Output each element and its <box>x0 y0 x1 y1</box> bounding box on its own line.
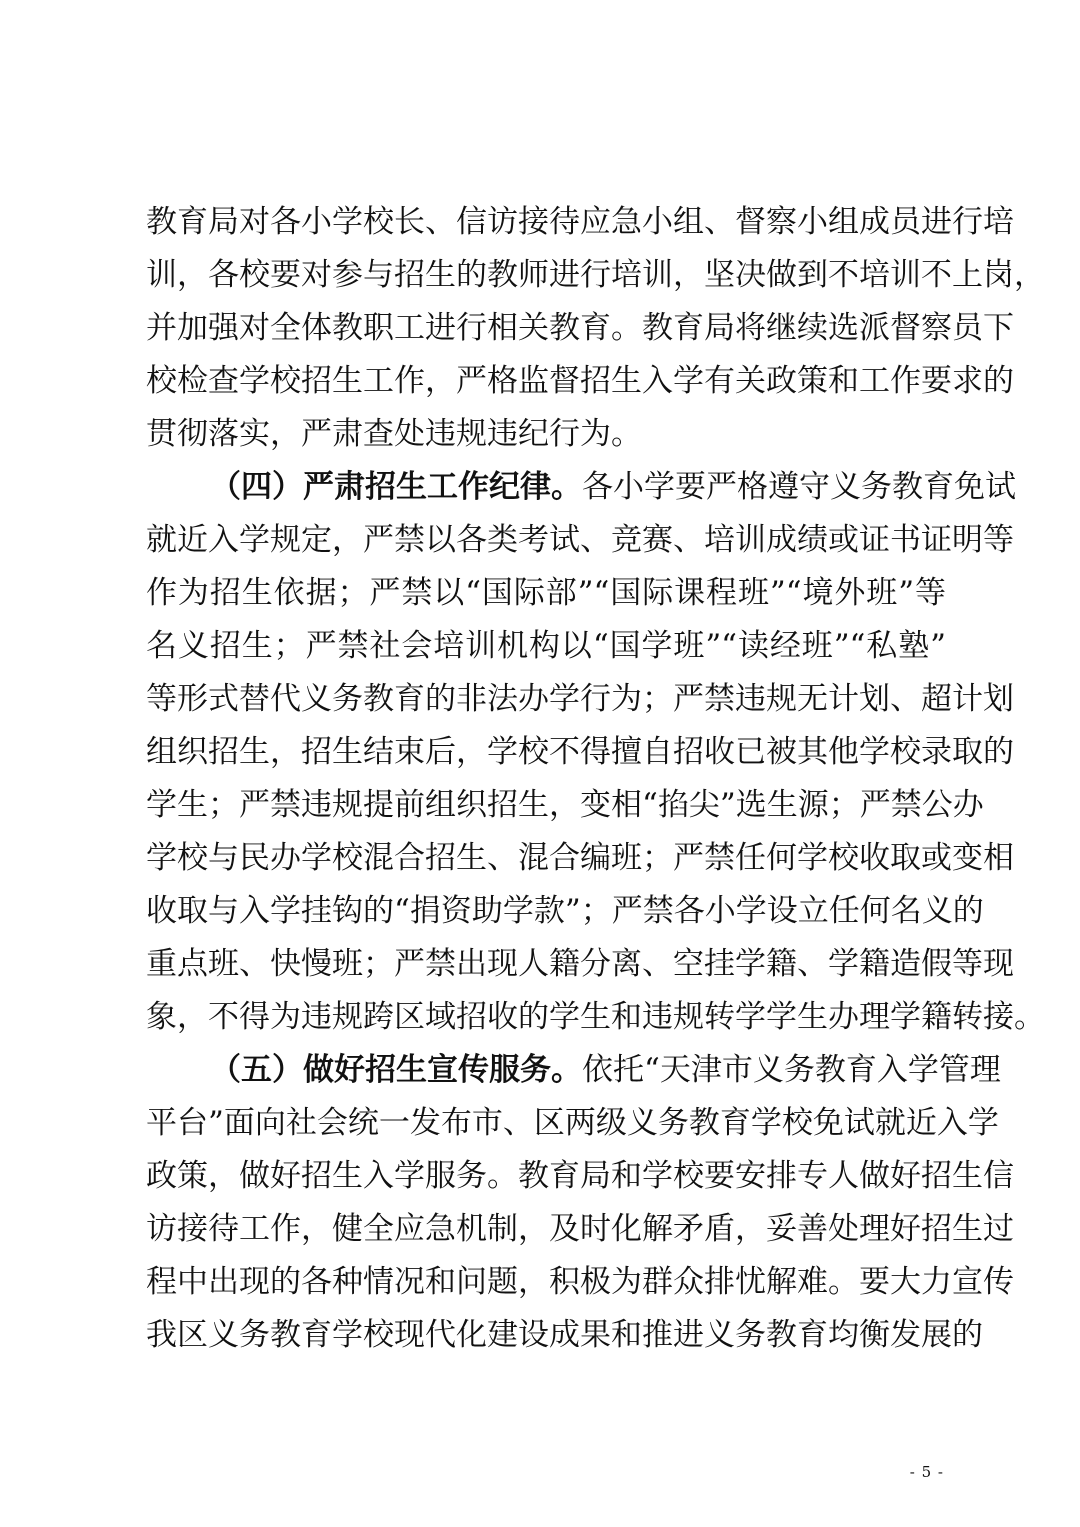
paragraph-first-line <box>146 461 1016 514</box>
body-text <box>146 196 1045 1362</box>
text-line: 就近入学规定，严禁以各类考试、竞赛、培训成绩或证书证明等 <box>146 522 1014 558</box>
paragraph-text: 各小学要严格遵守义务教育免试 <box>582 469 1016 505</box>
text-line: 重点班、快慢班；严禁出现人籍分离、空挂学籍、学籍造假等现 <box>146 946 1014 982</box>
text-line: 象，不得为违规跨区域招收的学生和违规转学学生办理学籍转接。 <box>146 999 1045 1035</box>
text-line: 访接待工作，健全应急机制，及时化解矛盾，妥善处理好招生过 <box>146 1211 1014 1247</box>
page-number: - 5 - <box>909 1463 944 1481</box>
text-line: 学生；严禁违规提前组织招生，变相“掐尖”选生源；严禁公办 <box>146 787 984 823</box>
section-heading: （四）严肃招生工作纪律。 <box>210 469 582 505</box>
paragraph-text: 依托“天津市义务教育入学管理 <box>582 1052 1001 1088</box>
text-line: 校检查学校招生工作，严格监督招生入学有关政策和工作要求的 <box>146 363 1014 399</box>
text-line: 等形式替代义务教育的非法办学行为；严禁违规无计划、超计划 <box>146 681 1014 717</box>
text-line: 并加强对全体教职工进行相关教育。教育局将继续选派督察员下 <box>146 310 1014 346</box>
text-line: 组织招生，招生结束后，学校不得擅自招收已被其他学校录取的 <box>146 734 1014 770</box>
paragraph-first-line <box>146 1044 1001 1097</box>
text-line: 作为招生依据；严禁以“国际部”“国际课程班”“境外班”等 <box>146 575 946 611</box>
text-line: 程中出现的各种情况和问题，积极为群众排忧解难。要大力宣传 <box>146 1264 1014 1300</box>
text-line: 名义招生；严禁社会培训机构以“国学班”“读经班”“私塾” <box>146 628 946 664</box>
text-line: 贯彻落实，严肃查处违规违纪行为。 <box>146 416 642 452</box>
text-line: 平台”面向社会统一发布市、区两级义务教育学校免试就近入学 <box>146 1105 999 1141</box>
text-line: 政策，做好招生入学服务。教育局和学校要安排专人做好招生信 <box>146 1158 1014 1194</box>
section-heading: （五）做好招生宣传服务。 <box>210 1052 582 1088</box>
text-line: 学校与民办学校混合招生、混合编班；严禁任何学校收取或变相 <box>146 840 1014 876</box>
text-line: 我区义务教育学校现代化建设成果和推进义务教育均衡发展的 <box>146 1317 983 1353</box>
text-line: 收取与入学挂钩的“捐资助学款”；严禁各小学设立任何名义的 <box>146 893 984 929</box>
text-line: 教育局对各小学校长、信访接待应急小组、督察小组成员进行培 <box>146 204 1014 240</box>
text-line: 训，各校要对参与招生的教师进行培训，坚决做到不培训不上岗， <box>146 257 1045 293</box>
